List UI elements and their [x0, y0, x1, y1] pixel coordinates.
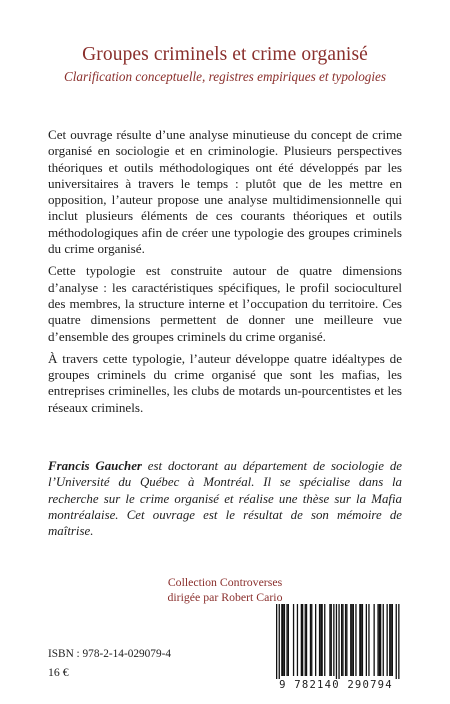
barcode-bars: [268, 604, 404, 680]
barcode-bar: [366, 604, 367, 676]
barcode-bar: [281, 604, 282, 676]
summary-paragraph-1: Cet ouvrage résulte d’une analyse minutieuse du concept de crime organisé en sociologie et en criminologie. Plusieurs perspectives théoriques et outils méthodologiques ont été développés par les universitaires à travers le temps : plutôt que de les mettre en opposition, l’auteur propose une analyse multidimensionnelle qui inclut plusieurs éléments de ces courants théoriques et outils méthodologiques afin de créer une typologie des groupes criminels du crime organisé.: [48, 127, 402, 257]
barcode-bar: [353, 604, 354, 676]
barcode-bar: [374, 604, 375, 676]
isbn: ISBN : 978-2-14-029079-4: [48, 648, 172, 660]
summary-paragraph-2: Cette typologie est construite autour de quatre dimensions d’analyse : les caractéristiques spécifiques, le profil socioculturel des membres, la structure interne et l’occupation du territoire. Ces quatre dimensions permettent de donner une meilleure vue d’ensemble des groupes criminels du crime organisé.: [48, 263, 402, 344]
barcode-digits: 9 782140 290794: [268, 679, 404, 691]
barcode-bar: [319, 604, 320, 676]
barcode-bar: [279, 604, 280, 680]
barcode-bar: [276, 604, 277, 680]
collection-name: Collection Controverses: [167, 575, 283, 589]
barcode-bar: [310, 604, 311, 676]
barcode-bar: [350, 604, 351, 676]
book-subtitle: Clarification conceptuelle, registres empiriques et typologies: [63, 69, 387, 84]
barcode-bar: [288, 604, 289, 676]
barcode-bar: [345, 604, 346, 676]
barcode-bar: [387, 604, 388, 676]
barcode-bar: [389, 604, 390, 676]
barcode-bar: [324, 604, 325, 676]
author-bio: [48, 458, 402, 539]
barcode-bar: [302, 604, 303, 676]
barcode-bar: [392, 604, 393, 676]
barcode-bar: [379, 604, 380, 676]
barcode-bar: [315, 604, 316, 676]
barcode-bar: [338, 604, 339, 680]
barcode-bar: [284, 604, 285, 676]
barcode-bar: [301, 604, 302, 676]
barcode-bar: [293, 604, 294, 676]
barcode-bar: [380, 604, 381, 676]
barcode-bar: [368, 604, 369, 676]
collection-info: [0, 575, 450, 605]
barcode-bar: [329, 604, 330, 676]
barcode-bar: [383, 604, 384, 676]
barcode-bar: [390, 604, 391, 676]
barcode-bar: [320, 604, 321, 676]
barcode-bar: [341, 604, 342, 676]
barcode-bar: [306, 604, 307, 676]
barcode-bar: [305, 604, 306, 676]
barcode-bar: [346, 604, 347, 676]
barcode-bar: [351, 604, 352, 676]
barcode-bar: [333, 604, 334, 676]
author-bio-text: est doctorant au département de sociologie de l’Université du Québec à Montréal. Il se spécialise dans la recherche sur le crime organisé et réalise une thèse sur la Mafia montréalaise. Cet ouvrage est le résultat de son mémoire de maîtrise.: [48, 459, 402, 539]
book-title: Groupes criminels et crime organisé: [82, 44, 368, 65]
barcode-bar: [336, 604, 337, 680]
barcode-bar: [331, 604, 332, 676]
barcode-bar: [342, 604, 343, 676]
summary-paragraph-3: À travers cette typologie, l’auteur développe quatre idéaltypes de groupes criminels du crime organisé que sont les mafias, les entreprises criminelles, les clubs de motards un-pourcentistes et les réseaux criminels.: [48, 350, 402, 415]
barcode-bar: [355, 604, 356, 676]
barcode-bar: [359, 604, 360, 676]
barcode-bar: [283, 604, 284, 676]
barcode-bar: [398, 604, 399, 680]
barcode-bar: [396, 604, 397, 680]
back-cover-summary: [48, 127, 402, 422]
barcode-bar: [286, 604, 287, 676]
barcode-bar: [322, 604, 323, 676]
barcode-bar: [311, 604, 312, 676]
price: 16 €: [48, 665, 69, 679]
barcode-bar: [361, 604, 362, 676]
author-name: Francis Gaucher: [48, 459, 142, 473]
barcode-bar: [362, 604, 363, 676]
barcode-bar: [297, 604, 298, 676]
barcode-bar: [377, 604, 378, 676]
collection-director: dirigée par Robert Cario: [167, 590, 283, 604]
